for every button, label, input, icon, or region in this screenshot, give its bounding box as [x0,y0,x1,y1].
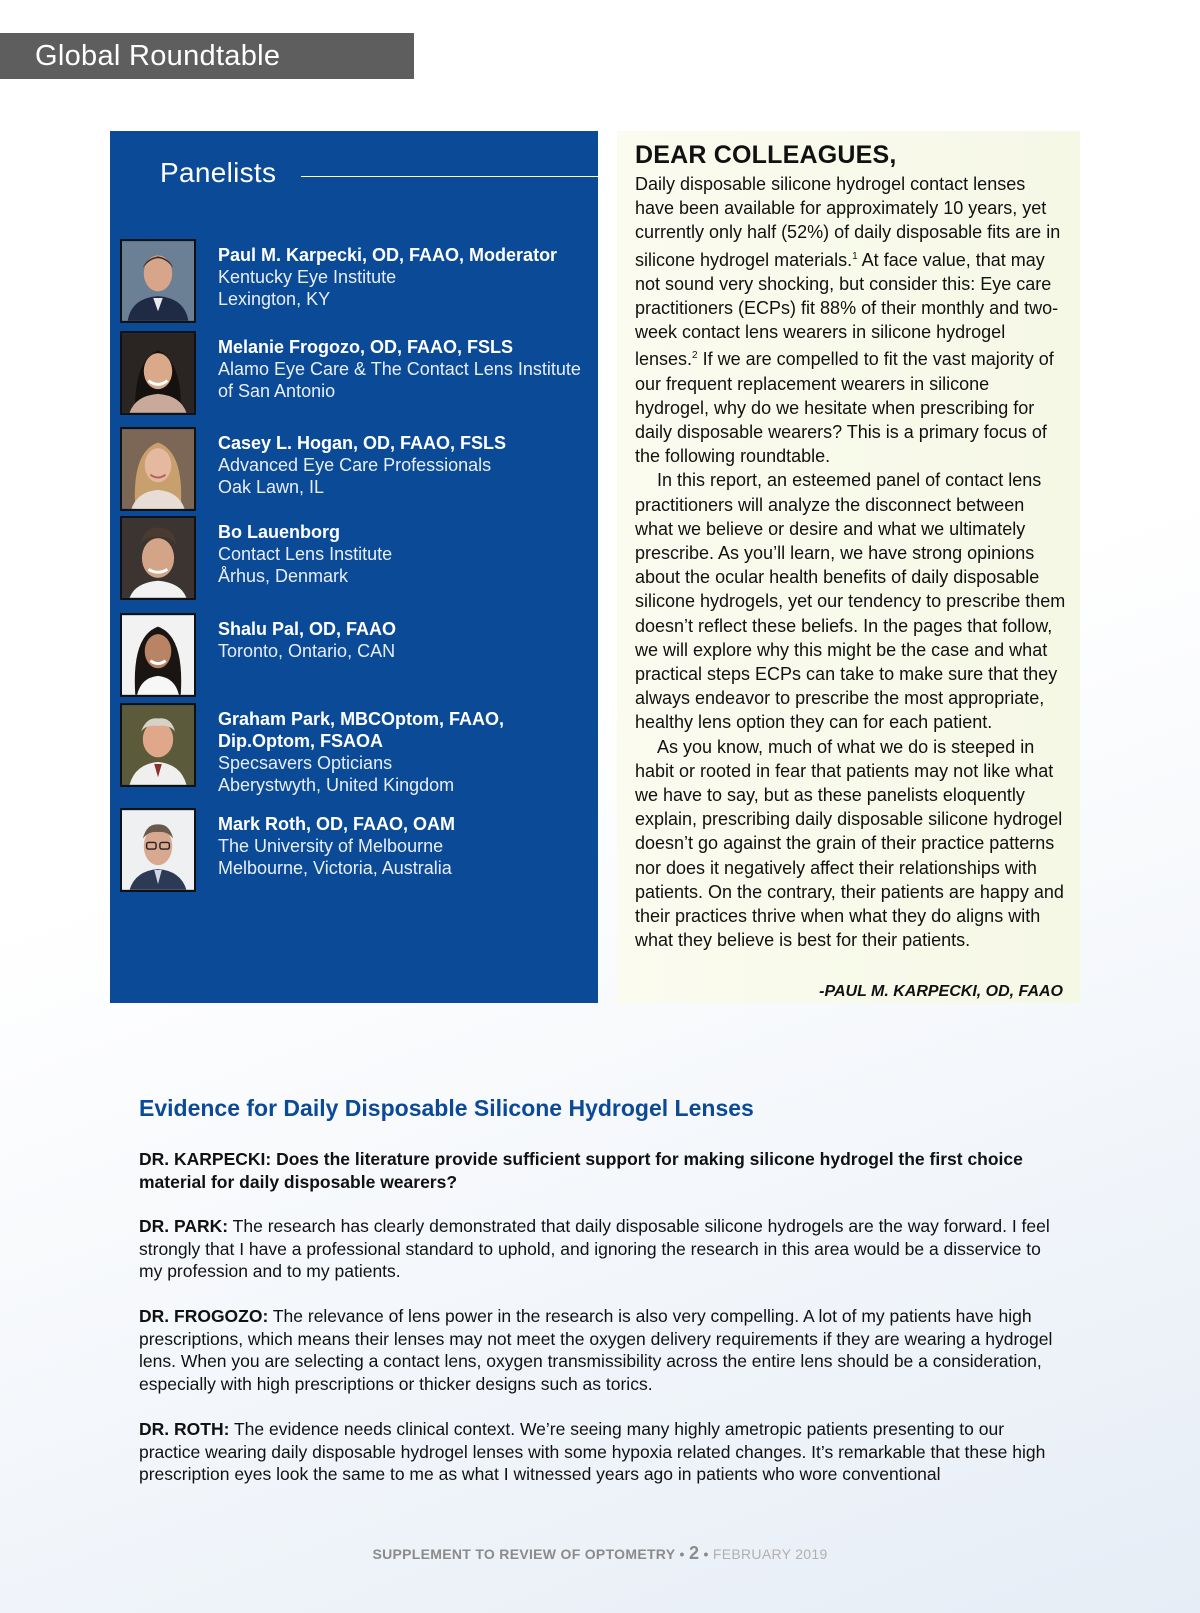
citation-1: 1 [852,250,858,262]
panelist-affiliation: Kentucky Eye Institute [218,267,397,287]
page-footer: SUPPLEMENT TO REVIEW OF OPTOMETRY • 2 • FEBRUARY 2019 [372,1543,828,1563]
letter-paragraph-2: In this report, an esteemed panel of contact lens practitioners will analyze the disconnect between what we believe or desire and what we ultimately prescribe. As you’ll learn, we have strong opinions about the ocular health benefits of daily disposable silicone hydrogels, yet our tendency to prescribe them doesn’t reflect these beliefs. In the pages that follow, we will explore why this might be the case and what practical steps ECPs can take to make sure that they always endeavor to prescribe the most appropriate, healthy lens option they can for each patient. [635,470,1066,733]
panelist-name-cont: Dip.Optom, FSAOA [218,731,383,751]
panelist-pal [120,613,598,699]
panelist-park [120,703,598,795]
panelists-divider [301,176,598,177]
article-title: Evidence for Daily Disposable Silicone Hydrogel Lenses [139,1095,754,1121]
panelist-location: Toronto, Ontario, CAN [218,641,396,661]
letter-box [617,131,1080,1003]
panelist-affiliation: Alamo Eye Care & The Contact Lens Institute [218,359,581,379]
panelist-affiliation: Specsavers Opticians [218,753,393,773]
panelist-affiliation: The University of Melbourne [218,836,444,856]
panelist-name: Mark Roth, OD, FAAO, OAM [218,814,456,834]
page-number: 2 [688,1543,700,1563]
panelist-photo [120,703,196,787]
panelist-hogan [120,427,598,513]
panelist-affiliation: Advanced Eye Care Professionals [218,455,492,475]
panelist-affiliation-2: of San Antonio [218,381,336,401]
panelist-location: Århus, Denmark [218,566,349,586]
panelist-name: Melanie Frogozo, OD, FAAO, FSLS [218,337,514,357]
letter-body [635,172,1067,953]
footer-date: FEBRUARY 2019 [712,1546,828,1562]
panelist-karpecki [120,239,598,325]
answer-frogozo: DR. FROGOZO: The relevance of lens power in the research is also very compelling. A lot of my patients have high prescriptions, which means their lenses may not meet the oxygen delivery requirements if they are wearing a hydrogel lens. When you are selecting a contact lens, oxygen transmissibility across the entire lens should be a consideration, especially with high prescriptions or thicker designs such as torics. [139,1306,1053,1394]
citation-2: 2 [692,350,698,362]
answer-park: DR. PARK: The research has clearly demonstrated that daily disposable silicone hydrogels are the way forward. I feel strongly that I have a professional standard to uphold, and ignoring the research in this area would be a disservice to my profession and to my patients. [139,1216,1050,1281]
panelist-name: Paul M. Karpecki, OD, FAAO, Moderator [218,245,558,265]
letter-paragraph-1: Daily disposable silicone hydrogel contact lenses have been available for approximately 10 years, yet currently only half (52%) of daily disposable fits are in silicone hydrogel materials.$^1$ At face value, that may not sound very shocking, but consider this: Eye care practitioners (ECPs) fit 88% of their monthly and two-week contact lens wearers in silicone hydrogel lenses.$^2$ If we are compelled to fit the vast majority of our frequent replacement wearers in silicone hydrogel, why do we hesitate when prescribing for daily disposable wearers? This is a primary focus of the following roundtable. [635,174,1061,467]
panelist-name: Shalu Pal, OD, FAAO [218,619,397,639]
letter-signature: -PAUL M. KARPECKI, OD, FAAO [819,983,1063,1000]
panelist-photo [120,331,196,415]
panelists-box [110,131,598,1003]
panelist-affiliation: Contact Lens Institute [218,544,393,564]
panelist-location: Oak Lawn, IL [218,477,325,497]
panelist-location: Lexington, KY [218,289,331,309]
panelist-photo [120,613,196,697]
answer-roth: DR. ROTH: The evidence needs clinical context. We’re seeing many highly ametropic patients presenting to our practice wearing daily disposable hydrogel lenses with some hypoxia related changes. It’s remarkable that these high prescription eyes look the same to me as what I witnessed years ago in patients who wore conventional [139,1419,1046,1484]
panelist-roth [120,808,598,894]
footer-publication: SUPPLEMENT TO REVIEW OF OPTOMETRY [372,1546,676,1562]
panelist-photo [120,516,196,600]
letter-heading: DEAR COLLEAGUES, [635,141,897,169]
panelist-photo [120,239,196,323]
panelist-name: Graham Park, MBCOptom, FAAO, [218,709,505,729]
panelist-location: Aberystwyth, United Kingdom [218,775,455,795]
letter-paragraph-3: As you know, much of what we do is steeped in habit or rooted in fear that patients may not like what we have to say, but as these panelists eloquently explain, prescribing daily disposable silicone hydrogel doesn’t go against the grain of their practice patterns nor does it negatively affect their relationships with patients. On the contrary, their patients are happy and their practices thrive when what they do aligns with what they believe is best for their patients. [635,736,1064,951]
panelist-photo [120,808,196,892]
panelist-name: Casey L. Hogan, OD, FAAO, FSLS [218,433,507,453]
panelist-lauenborg [120,516,598,602]
panelist-frogozo [120,331,598,417]
panelists-title: Panelists [160,157,277,188]
section-banner: Global Roundtable [0,33,414,79]
question-karpecki: DR. KARPECKI: Does the literature provide sufficient support for making silicone hydrogel the first choice material for daily disposable wearers? [139,1149,1023,1192]
panelist-name: Bo Lauenborg [218,522,340,542]
panelist-location: Melbourne, Victoria, Australia [218,858,452,878]
panelist-photo [120,427,196,511]
